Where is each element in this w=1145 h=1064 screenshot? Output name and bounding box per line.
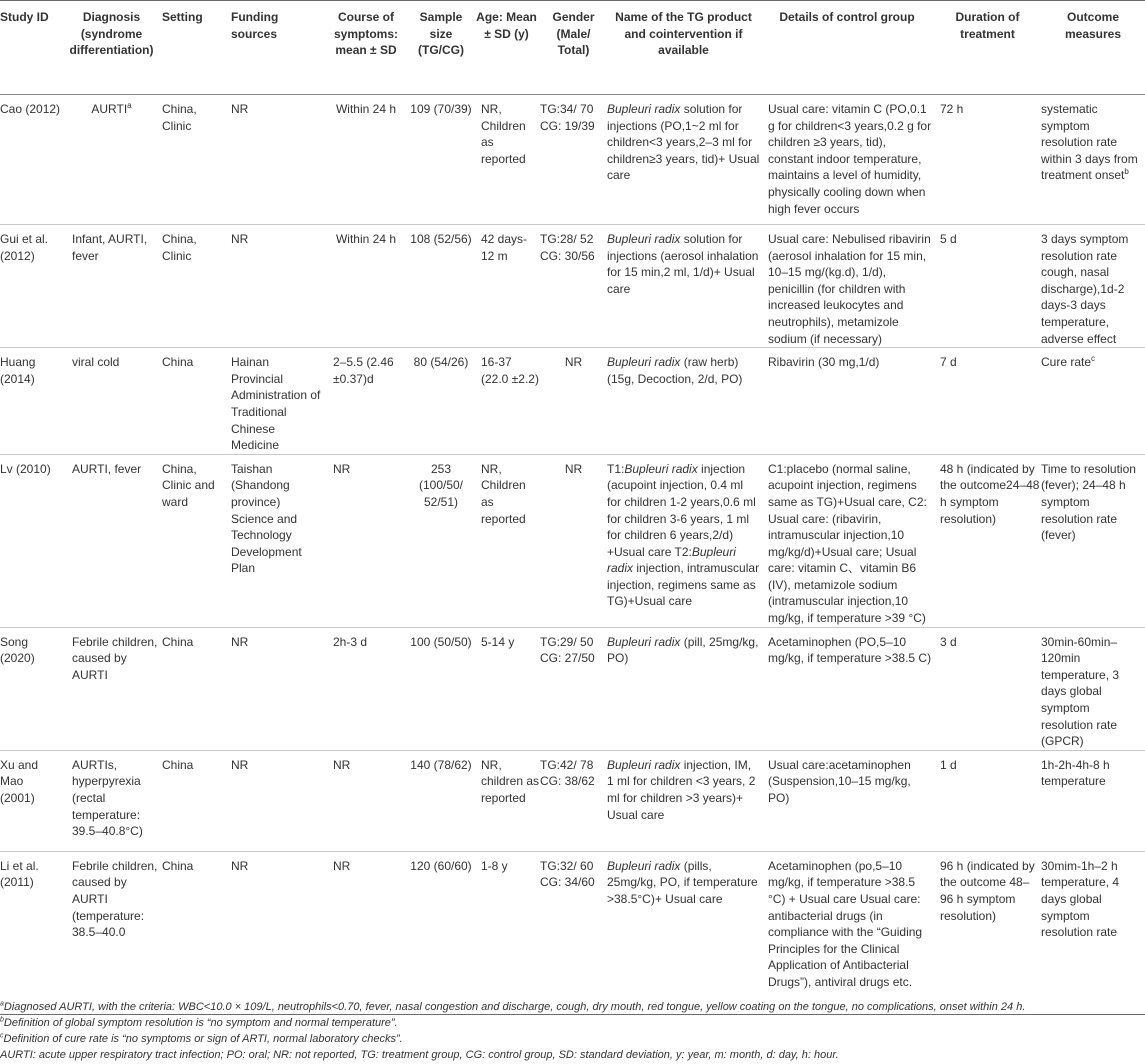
cell-tg-product: Bupleuri radix injection, IM, 1 ml for children <3 years, 2 ml for children >3 years)+ Usual care: [607, 750, 760, 851]
header-control-group: Details of control group: [760, 1, 934, 95]
cell-control-group: Usual care:acetaminophen (Suspension,10–15 mg/kg, PO): [760, 750, 934, 851]
header-age: Age: Mean ± SD (y): [473, 1, 540, 95]
header-outcome: Outcome measures: [1041, 1, 1145, 95]
cell-outcome: Time to resolution (fever); 24–48 h symptom resolution rate (fever): [1041, 454, 1145, 627]
table-row: [0, 627, 1145, 750]
footnote-a: $^a$Diagnosed AURTI, with the criteria: WBC<10.0 × 109/L, neutrophils<0.70, fever, nasal congestion and discharge, cough, dry mouth, red tongue, yellow coating on the tongue, no complications, onset within 24 h.: [0, 1000, 1026, 1013]
cell-setting: China: [162, 851, 221, 1014]
header-duration: Duration of treatment: [934, 1, 1041, 95]
cell-course: 2h-3 d: [323, 627, 409, 750]
cell-diagnosis: Febrile children, caused by AURTI (temperature: 38.5–40.0: [61, 851, 162, 1014]
cell-tg-product: T1:Bupleuri radix injection (acupoint injection, 0.4 ml for children 1-2 years,0.6 ml for children 3-6 years, 1 ml for children 6 years,2/d) +Usual care T2:Bupleuri radix injection, intramuscular injection, regimens same as TG)+Usual care: [607, 454, 760, 627]
cell-gender: TG:29/ 50 CG: 27/50: [540, 627, 607, 750]
cell-duration: 96 h (indicated by the outcome 48–96 h symptom resolution): [934, 851, 1041, 1014]
cell-duration: 48 h (indicated by the outcome24–48 h symptom resolution): [934, 454, 1041, 627]
cell-diagnosis: AURTIs, hyperpyrexia (rectal temperature: 39.5–40.8°C): [61, 750, 162, 851]
cell-age: 42 days-12 m: [473, 225, 540, 348]
cell-funding: NR: [221, 627, 323, 750]
header-study-id: Study ID: [0, 1, 61, 95]
cell-duration: 5 d: [934, 225, 1041, 348]
cell-tg-product: Bupleuri radix (raw herb) (15g, Decoction, 2/d, PO): [607, 348, 760, 455]
cell-diagnosis: Febrile children, caused by AURTI: [61, 627, 162, 750]
cell-setting: China: [162, 627, 221, 750]
cell-funding: NR: [221, 750, 323, 851]
cell-outcome: 30min-60min–120min temperature, 3 days global symptom resolution rate (GPCR): [1041, 627, 1145, 750]
header-sample-size: Sample size (TG/CG): [409, 1, 473, 95]
cell-funding: NR: [221, 851, 323, 1014]
cell-duration: 3 d: [934, 627, 1041, 750]
cell-age: 1-8 y: [473, 851, 540, 1014]
cell-course: Within 24 h: [323, 95, 409, 225]
cell-control-group: Ribavirin (30 mg,1/d): [760, 348, 934, 455]
header-course: Course of symptoms: mean ± SD: [323, 1, 409, 95]
cell-course: 2–5.5 (2.46 ±0.37)d: [323, 348, 409, 455]
cell-sample-size: 100 (50/50): [409, 627, 473, 750]
table-row: [0, 225, 1145, 348]
cell-course: NR: [323, 851, 409, 1014]
cell-duration: 72 h: [934, 95, 1041, 225]
cell-age: NR, Children as reported: [473, 454, 540, 627]
cell-sample-size: 140 (78/62): [409, 750, 473, 851]
cell-funding: Hainan Provincial Administration of Traditional Chinese Medicine: [221, 348, 323, 455]
cell-study-id: Gui et al. (2012): [0, 225, 61, 348]
cell-sample-size: 109 (70/39): [409, 95, 473, 225]
cell-setting: China, Clinic: [162, 225, 221, 348]
cell-diagnosis: viral cold: [61, 348, 162, 455]
cell-setting: China, Clinic and ward: [162, 454, 221, 627]
cell-sample-size: 108 (52/56): [409, 225, 473, 348]
footnote-c: $^c$Definition of cure rate is “no symptoms or sign of ARTI, normal laboratory checks”.: [0, 1032, 403, 1045]
cell-funding: NR: [221, 225, 323, 348]
header-diagnosis: Diagnosis (syndrome differentiation): [61, 1, 162, 95]
table-row: [0, 95, 1145, 225]
table-row: [0, 454, 1145, 627]
cell-sample-size: 253 (100/50/ 52/51): [409, 454, 473, 627]
cell-duration: 7 d: [934, 348, 1041, 455]
header-setting: Setting: [162, 1, 221, 95]
cell-study-id: Xu and Mao (2001): [0, 750, 61, 851]
cell-study-id: Huang (2014): [0, 348, 61, 455]
cell-control-group: Usual care: vitamin C (PO,0.1 g for children<3 years,0.2 g for children ≥3 years, tid), constant indoor temperature, maintains a level of humidity, physically cooling down when high fever occurs: [760, 95, 934, 225]
cell-outcome: 30mim-1h–2 h temperature, 4 days global symptom resolution rate: [1041, 851, 1145, 1014]
footnote-b: $^b$Definition of global symptom resolution is “no symptom and normal temperature”.: [0, 1016, 398, 1029]
cell-diagnosis: AURTI$^a$: [61, 95, 162, 225]
cell-outcome: 1h-2h-4h-8 h temperature: [1041, 750, 1145, 851]
cell-setting: China: [162, 750, 221, 851]
table-row: [0, 348, 1145, 455]
cell-funding: Taishan (Shandong province) Science and Technology Development Plan: [221, 454, 323, 627]
cell-study-id: Song (2020): [0, 627, 61, 750]
cell-control-group: Acetaminophen (PO,5–10 mg/kg, if temperature >38.5 C): [760, 627, 934, 750]
cell-funding: NR: [221, 95, 323, 225]
table-row: [0, 851, 1145, 1014]
cell-control-group: Acetaminophen (po,5–10 mg/kg, if temperature >38.5 °C) + Usual care Usual care: antibacterial drugs (in compliance with the “Guiding Principles for the Clinical Application of Antibacterial Drugs”), antiviral drugs etc.: [760, 851, 934, 1014]
cell-course: NR: [323, 454, 409, 627]
cell-tg-product: Bupleuri radix solution for injections (PO,1~2 ml for children<3 years,2–3 ml for children≥3 years, tid)+ Usual care: [607, 95, 760, 225]
header-row: [0, 1, 1145, 95]
cell-gender: TG:34/ 70 CG: 19/39: [540, 95, 607, 225]
cell-outcome: 3 days symptom resolution rate cough, nasal discharge),1d-2 days-3 days temperature, adverse effect: [1041, 225, 1145, 348]
cell-age: NR, Children as reported: [473, 95, 540, 225]
cell-age: 16-37 (22.0 ±2.2): [473, 348, 540, 455]
cell-gender: TG:42/ 78 CG: 38/62: [540, 750, 607, 851]
cell-outcome: systematic symptom resolution rate within 3 days from treatment onset$^b$: [1041, 95, 1145, 225]
cell-control-group: Usual care: Nebulised ribavirin (aerosol inhalation for 15 min, 10–15 mg/(kg.d), 1/d), penicillin (for children with increased leukocytes and neutrophils), metamizole sodium (if necessary): [760, 225, 934, 348]
cell-course: NR: [323, 750, 409, 851]
footnote-abbreviations: AURTI: acute upper respiratory tract infection; PO: oral; NR: not reported, TG: treatment group, CG: control group, SD: standard deviation, y: year, m: month, d: day, h: hour.: [0, 1049, 839, 1061]
header-gender: Gender (Male/ Total): [540, 1, 607, 95]
cell-sample-size: 80 (54/26): [409, 348, 473, 455]
cell-duration: 1 d: [934, 750, 1041, 851]
cell-gender: NR: [540, 348, 607, 455]
table-footnotes: [0, 999, 1145, 1063]
cell-tg-product: Bupleuri radix (pills, 25mg/kg, PO, if temperature >38.5°C)+ Usual care: [607, 851, 760, 1014]
cell-tg-product: Bupleuri radix solution for injections (aerosol inhalation for 15 min,2 ml, 1/d)+ Usual care: [607, 225, 760, 348]
cell-study-id: Li et al. (2011): [0, 851, 61, 1014]
cell-diagnosis: AURTI, fever: [61, 454, 162, 627]
cell-age: NR, children as reported: [473, 750, 540, 851]
cell-gender: TG:32/ 60 CG: 34/60: [540, 851, 607, 1014]
table-row: [0, 750, 1145, 851]
cell-control-group: C1:placebo (normal saline, acupoint injection, regimens same as TG)+Usual care, C2: Usual care: (ribavirin, intramuscular injection,10 mg/kg/d)+Usual care; Usual care: vitamin C、vitamin B6 (IV), metamizole sodium (intramuscular injection,10 mg/kg, if temperature >39 °C): [760, 454, 934, 627]
cell-study-id: Lv (2010): [0, 454, 61, 627]
cell-diagnosis: Infant, AURTI, fever: [61, 225, 162, 348]
cell-outcome: Cure rate$^c$: [1041, 348, 1145, 455]
cell-sample-size: 120 (60/60): [409, 851, 473, 1014]
header-tg-product: Name of the TG product and cointervention if available: [607, 1, 760, 95]
cell-setting: China: [162, 348, 221, 455]
cell-tg-product: Bupleuri radix (pill, 25mg/kg, PO): [607, 627, 760, 750]
cell-gender: TG:28/ 52 CG: 30/56: [540, 225, 607, 348]
cell-course: Within 24 h: [323, 225, 409, 348]
header-funding: Funding sources: [221, 1, 323, 95]
cell-setting: China, Clinic: [162, 95, 221, 225]
cell-study-id: Cao (2012): [0, 95, 61, 225]
cell-age: 5-14 y: [473, 627, 540, 750]
cell-gender: NR: [540, 454, 607, 627]
